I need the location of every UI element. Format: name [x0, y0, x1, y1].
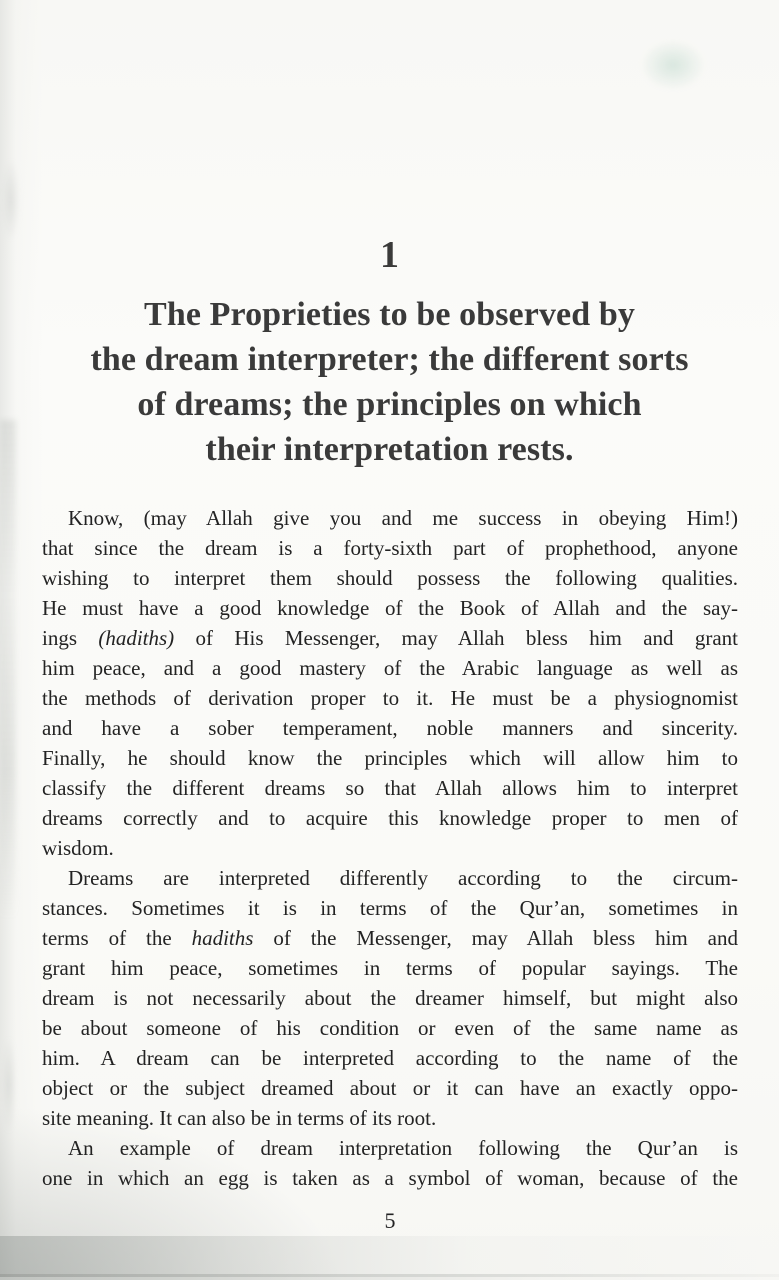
text-line	[42, 983, 738, 1013]
chapter-title-line: of dreams; the principles on which	[137, 386, 642, 423]
text-line	[42, 803, 738, 833]
text-line	[42, 1073, 738, 1103]
text-segment: ings	[42, 626, 99, 650]
text-segment: Know, (may Allah give you and me success in obeying Him!)	[68, 506, 738, 530]
text-segment: wishing to interpret them should possess the following qualities.	[42, 566, 738, 590]
text-line	[42, 863, 738, 893]
page-body	[42, 503, 738, 1193]
scan-bottom-shadow	[0, 1236, 779, 1274]
paragraph	[42, 1133, 738, 1193]
scan-smudge-top-right	[628, 30, 718, 100]
text-line	[42, 953, 738, 983]
text-segment: be about someone of his condition or even of the same name as	[42, 1016, 738, 1040]
text-segment: the methods of derivation proper to it. He must be a physiognomist	[42, 686, 738, 710]
text-segment: grant him peace, sometimes in terms of popular sayings. The	[42, 956, 738, 980]
scan-ghost-left-strip	[0, 420, 16, 920]
text-line	[42, 593, 738, 623]
text-segment: of the Messenger, may Allah bless him and	[253, 926, 738, 950]
text-line	[42, 1163, 738, 1193]
text-segment: him peace, and a good mastery of the Arabic language as well as	[42, 656, 738, 680]
text-line	[42, 623, 738, 653]
text-segment: object or the subject dreamed about or it can have an exactly oppo-	[42, 1076, 738, 1100]
scan-ghost-left-low	[0, 1020, 18, 1150]
text-line	[42, 923, 738, 953]
text-segment: wisdom.	[42, 836, 114, 860]
text-line	[42, 1133, 738, 1163]
paragraph	[42, 503, 738, 863]
text-line	[42, 503, 738, 533]
text-segment: Finally, he should know the principles which will allow him to	[42, 746, 738, 770]
chapter-title-line: the dream interpreter; the different sorts	[90, 341, 689, 378]
italic-text-segment: hadiths	[191, 926, 254, 950]
text-line	[42, 533, 738, 563]
chapter-title	[36, 292, 743, 472]
text-segment: that since the dream is a forty-sixth part of prophethood, anyone	[42, 536, 738, 560]
italic-text-segment: (hadiths)	[98, 626, 175, 650]
text-segment: An example of dream interpretation following the Qur’an is	[68, 1136, 738, 1160]
paragraph	[42, 863, 738, 1133]
text-line	[42, 683, 738, 713]
text-line	[42, 893, 738, 923]
text-line	[42, 773, 738, 803]
page-number: 5	[384, 1208, 396, 1233]
text-segment: stances. Sometimes it is in terms of the Qur’an, sometimes in	[42, 896, 738, 920]
chapter-title-line: their interpretation rests.	[205, 431, 574, 468]
text-segment: dreams correctly and to acquire this knowledge proper to men of	[42, 806, 738, 830]
text-line	[42, 1043, 738, 1073]
text-segment: site meaning. It can also be in terms of its root.	[42, 1106, 437, 1130]
text-segment: classify the different dreams so that Allah allows him to interpret	[42, 776, 738, 800]
text-segment: dream is not necessarily about the dreamer himself, but might also	[42, 986, 738, 1010]
text-line	[42, 1103, 738, 1133]
text-segment: He must have a good knowledge of the Book of Allah and the say-	[42, 596, 738, 620]
chapter-title-line: The Proprieties to be observed by	[144, 296, 635, 333]
text-line	[42, 563, 738, 593]
text-segment: him. A dream can be interpreted according to the name of the	[42, 1046, 738, 1070]
text-line	[42, 653, 738, 683]
text-segment: one in which an egg is taken as a symbol of woman, because of the	[42, 1166, 738, 1190]
text-line	[42, 1013, 738, 1043]
text-segment: Dreams are interpreted differently according to the circum-	[68, 866, 738, 890]
text-segment: and have a sober temperament, noble manners and sincerity.	[42, 716, 738, 740]
text-line	[42, 713, 738, 743]
text-line	[42, 833, 738, 863]
chapter-number: 1	[380, 234, 399, 276]
text-line	[42, 743, 738, 773]
text-segment: of His Messenger, may Allah bless him and grant	[174, 626, 738, 650]
text-segment: terms of the	[42, 926, 192, 950]
